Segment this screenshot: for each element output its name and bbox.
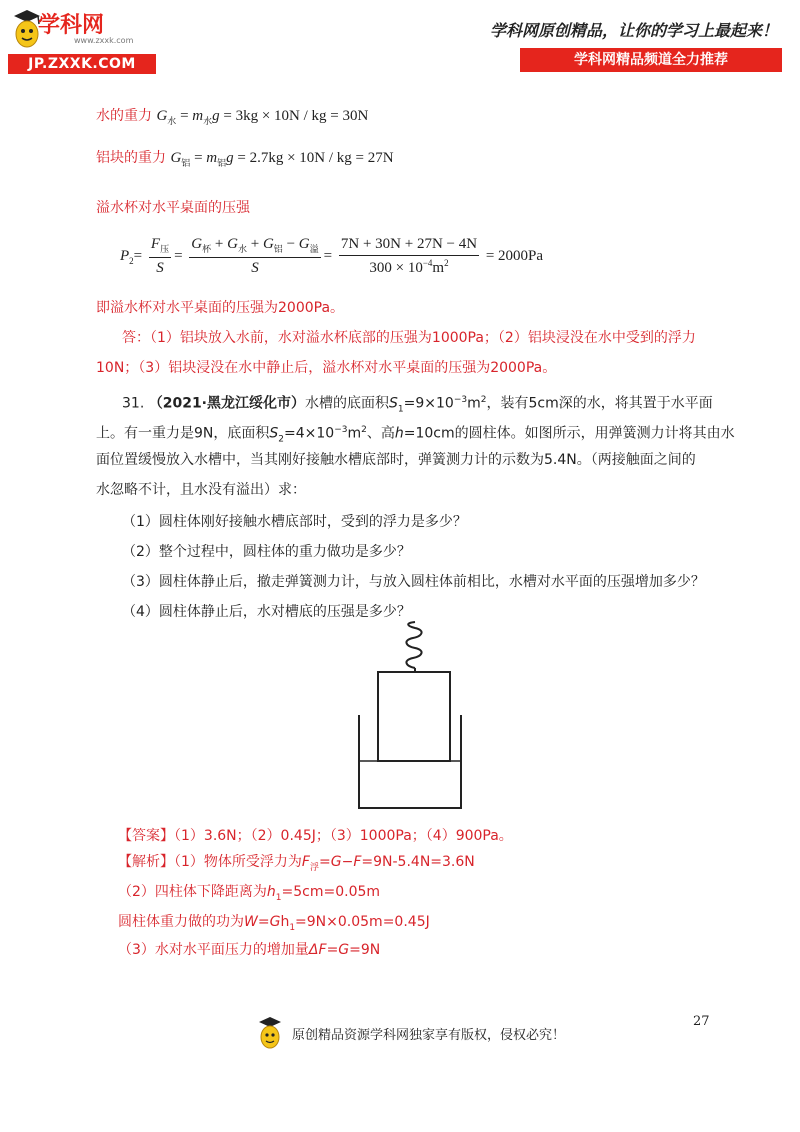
logo-url: JP.ZXXK.COM (8, 54, 156, 74)
spring-icon (406, 622, 421, 668)
pressure-heading: 溢水杯对水平桌面的压强 (96, 200, 250, 216)
question-line-1: 31. （2021·黑龙江绥化市）水槽的底面积$S_1=9\times 10^{-3}m^2$，装有5cm深的水，将其置于水平面 (122, 395, 713, 415)
slogan: 学科网原创精品，让你的学习上最起来！ (489, 21, 778, 40)
page-number: 27 (693, 1014, 710, 1029)
channel-banner: 学科网精品频道全力推荐 (520, 48, 782, 72)
water-weight-label: 水的重力 (96, 108, 152, 124)
question-number: 31. (122, 395, 145, 412)
sub-question-4: （4）圆柱体静止后，水对槽底的压强是多少？ (122, 604, 411, 620)
analysis-tag: 【解析】 (118, 854, 174, 870)
answer-line-2: 10N；（3）铝块浸没在水中静止后，溢水杯对水平桌面的压强为2000Pa。 (96, 360, 557, 376)
al-weight-formula: $G_铝 = m_铝g = 2.7kg \times 10N$ / kg = 27N (170, 150, 394, 168)
copyright-notice: 原创精品资源学科网独家享有版权，侵权必究！ (292, 1028, 566, 1043)
pressure-conclusion: 即溢水杯对水平桌面的压强为2000Pa。 (96, 300, 345, 316)
al-weight-label: 铝块的重力 (96, 150, 166, 166)
sub-question-2: （2）整个过程中，圆柱体的重力做功是多少？ (122, 544, 411, 560)
answer-line (118, 826, 513, 846)
analysis-line-3: 圆柱体重力做的功为$W=Gh_1=9N\times 0.05m=0.45J$ (118, 914, 430, 933)
logo-name: 学科网 (38, 13, 105, 38)
logo-subtitle: www.zxxk.com (74, 36, 134, 45)
pressure-formula: $P_2=$ $\frac{F_压}{S}$ = $\frac{G_杯 + G_水 + G_铝 - G_溢}{S}$ = $\frac{7N + 30N + 27N - 4N}{300 \times 10^{-4}m^2}$ = 2000Pa (120, 236, 544, 276)
al-weight-line (96, 148, 394, 173)
analysis-line-2: （2）四柱体下降距离为$h_1=5cm=0.05m$ (118, 884, 381, 903)
analysis-line-4: （3）水对水平面压力的增加量ΔF=G=9N (118, 942, 381, 958)
question-line-4: 水忽略不计，且水没有溢出）求： (96, 482, 306, 498)
question-line-3: 面位置缓慢放入水槽中，当其刚好接触水槽底部时，弹簧测力计的示数为5.4N。（两接触面之间的 (96, 452, 696, 468)
sub-question-3: （3）圆柱体静止后，撤走弹簧测力计，与放入圆柱体前相比，水槽对水平面的压强增加多少？ (122, 574, 705, 590)
sub-question-1: （1）圆柱体刚好接触水槽底部时，受到的浮力是多少？ (122, 514, 467, 530)
water-weight-formula: $G_水 = m_水g = 3kg \times 10N$ / kg = 30N (156, 108, 369, 126)
answer-text: （1）3.6N；（2）0.45J；（3）1000Pa；（4）900Pa。 (174, 828, 513, 844)
analysis-line-1: 【解析】（1）物体所受浮力为$F_浮=G-F=9N-5.4N=3.6N$ (118, 854, 475, 873)
water-weight-line (96, 106, 368, 131)
cylinder (378, 672, 450, 761)
answer-tag: 【答案】 (118, 828, 174, 844)
question-line-2: 上。有一重力是9N，底面积$S_2=4\times 10^{-3}m^2$、高h=10cm的圆柱体。如图所示，用弹簧测力计将其由水 (96, 425, 735, 445)
tank-diagram (345, 620, 475, 815)
answer-line-1: 答：（1）铝块放入水前，水对溢水杯底部的压强为1000Pa；（2）铝块浸没在水中受到的浮力 (122, 330, 696, 346)
question-source: （2021·黑龙江绥化市） (148, 395, 306, 412)
mascot-icon (256, 1016, 284, 1050)
